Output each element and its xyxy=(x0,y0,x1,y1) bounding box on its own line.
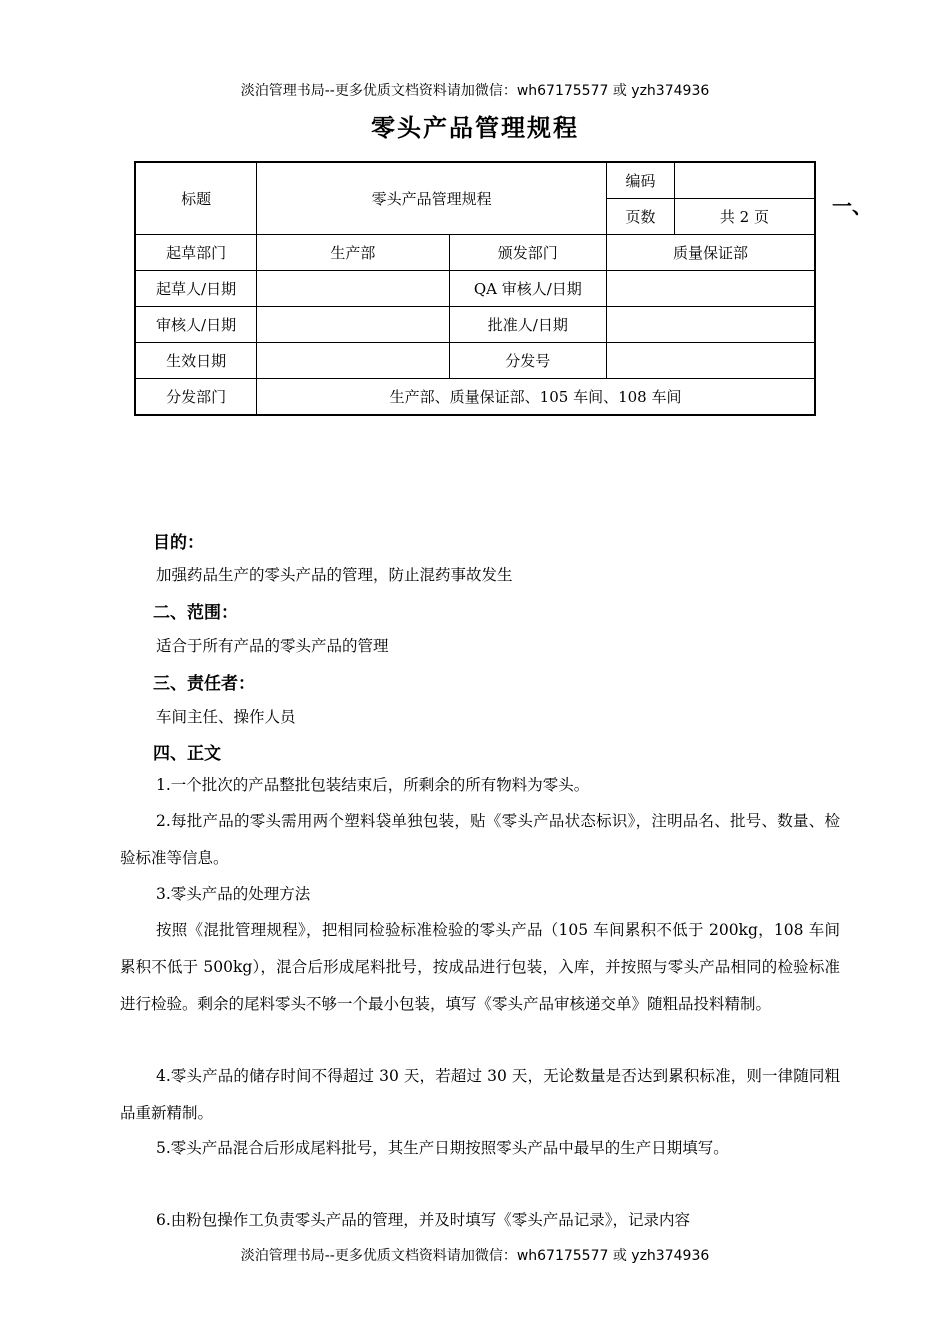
effective-date-label-cell: 生效日期 xyxy=(135,343,257,379)
code-value-cell xyxy=(674,162,815,199)
document-meta-table xyxy=(134,161,816,416)
body-paragraph-2: 2.每批产品的零头需用两个塑料袋单独包装，贴《零头产品状态标识》，注明品名、批号、数量、检验标准等信息。 xyxy=(120,812,840,867)
drafter-label-cell: 起草人/日期 xyxy=(135,271,257,307)
body-heading: 四、正文 xyxy=(153,744,221,764)
code-label-cell: 编码 xyxy=(607,162,675,199)
purpose-text: 加强药品生产的零头产品的管理，防止混药事故发生 xyxy=(156,566,513,584)
body-paragraph-6: 6.由粉包操作工负责零头产品的管理，并及时填写《零头产品记录》，记录内容 xyxy=(156,1211,691,1229)
title-value-cell: 零头产品管理规程 xyxy=(257,162,607,235)
issue-dept-label-cell: 颁发部门 xyxy=(449,235,607,271)
scope-text: 适合于所有产品的零头产品的管理 xyxy=(156,637,389,655)
reviewer-label-cell: 审核人/日期 xyxy=(135,307,257,343)
qa-reviewer-label-cell: QA 审核人/日期 xyxy=(449,271,607,307)
body-paragraph-4: 4.零头产品的储存时间不得超过 30 天，若超过 30 天，无论数量是否达到累积标准，则一律随同粗品重新精制。 xyxy=(120,1067,840,1122)
body-paragraph-1: 1.一个批次的产品整批包装结束后，所剩余的所有物料为零头。 xyxy=(156,776,590,794)
approver-value-cell xyxy=(607,307,815,343)
pages-label-cell: 页数 xyxy=(607,199,675,235)
approver-label-cell: 批准人/日期 xyxy=(449,307,607,343)
drafter-value-cell xyxy=(257,271,449,307)
draft-dept-value-cell: 生产部 xyxy=(257,235,449,271)
scope-heading: 二、范围： xyxy=(153,603,238,623)
pages-value-cell: 共 2 页 xyxy=(674,199,815,235)
section-one-marker: 一、 xyxy=(832,194,872,218)
issue-dept-value-cell: 质量保证部 xyxy=(607,235,815,271)
effective-date-value-cell xyxy=(257,343,449,379)
draft-dept-label-cell: 起草部门 xyxy=(135,235,257,271)
purpose-heading: 目的： xyxy=(153,533,204,553)
dist-dept-value-cell: 生产部、质量保证部、105 车间、108 车间 xyxy=(257,379,815,416)
body-paragraph-3: 3.零头产品的处理方法 xyxy=(156,885,311,903)
header-watermark-note: 淡泊管理书局--更多优质文档资料请加微信：wh67175577 或 yzh374936 xyxy=(240,83,710,99)
responsible-heading: 三、责任者： xyxy=(153,674,255,694)
qa-reviewer-value-cell xyxy=(607,271,815,307)
body-paragraph-3-detail: 按照《混批管理规程》，把相同检验标准检验的零头产品（105 车间累积不低于 200kg，108 车间累积不低于 500kg），混合后形成尾料批号，按成品进行包装，入库，并按照与零头产品相同的检验标准进行检验。剩余的尾料零头不够一个最小包装，填写《零头产品审核递交单》随粗品投料精制。 xyxy=(120,921,840,1013)
dist-dept-label-cell: 分发部门 xyxy=(135,379,257,416)
title-label-cell: 标题 xyxy=(135,162,257,235)
dist-no-value-cell xyxy=(607,343,815,379)
footer-watermark-note: 淡泊管理书局--更多优质文档资料请加微信：wh67175577 或 yzh374936 xyxy=(240,1248,710,1264)
document-title: 零头产品管理规程 xyxy=(371,113,579,142)
body-paragraph-5: 5.零头产品混合后形成尾料批号，其生产日期按照零头产品中最早的生产日期填写。 xyxy=(156,1139,729,1157)
reviewer-value-cell xyxy=(257,307,449,343)
dist-no-label-cell: 分发号 xyxy=(449,343,607,379)
responsible-text: 车间主任、操作人员 xyxy=(156,708,296,726)
